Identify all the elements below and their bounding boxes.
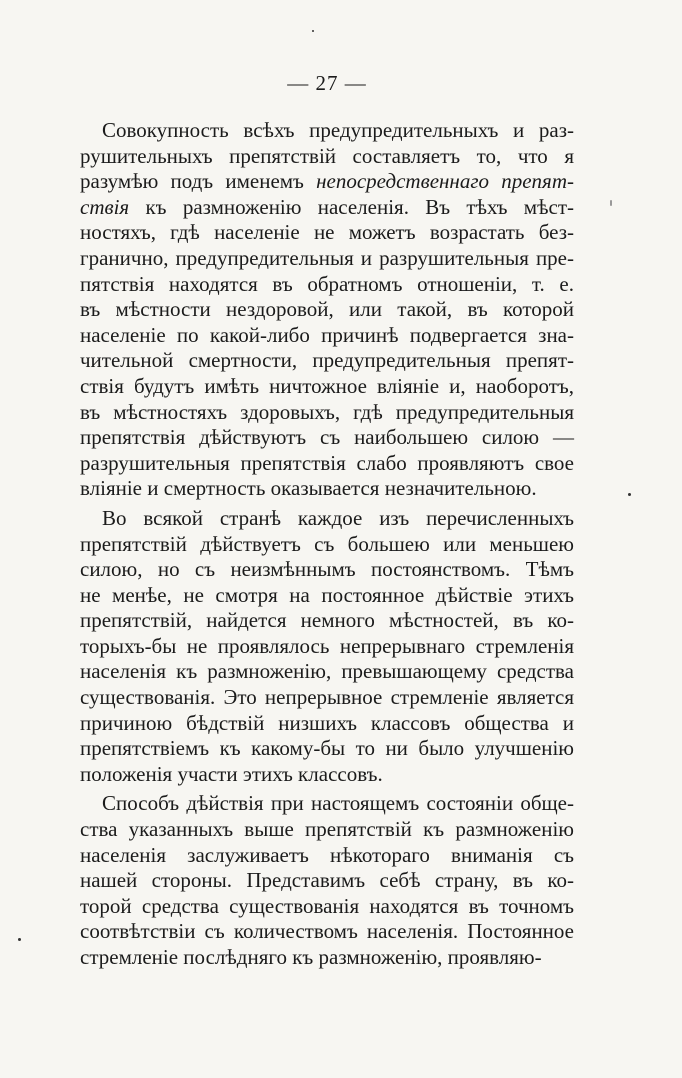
line-text: стремленіе послѣдняго къ размноженію, проявляю- — [80, 945, 542, 969]
line-text: Способъ дѣйствія при настоящемъ состояніи обще- — [102, 791, 574, 816]
line-text: препятствій, найдется немного мѣстностей, въ ко- — [80, 608, 574, 633]
text-line — [80, 843, 574, 869]
line-text: причиною бѣдствій низшихъ классовъ общества и — [80, 710, 574, 735]
document-page — [80, 70, 574, 971]
text-line — [80, 118, 574, 144]
text-line — [80, 374, 574, 400]
text-line — [80, 634, 574, 660]
line-text: въ мѣстностяхъ здоровыхъ, гдѣ предупредительныя — [80, 399, 574, 424]
text-line — [80, 476, 574, 502]
text-line — [80, 451, 574, 477]
line-text: не менѣе, не смотря на постоянное дѣйствіе этихъ — [80, 582, 574, 607]
paragraph — [80, 506, 574, 788]
text-line — [80, 557, 574, 583]
text-line — [80, 400, 574, 426]
text-line — [80, 685, 574, 711]
text-line — [80, 583, 574, 609]
line-text: соотвѣтствіи съ количествомъ населенія. Постоянное — [80, 919, 574, 944]
line-text: вліяніе и смертность оказывается незначительною. — [80, 476, 537, 501]
text-line — [80, 608, 574, 634]
text-line — [80, 762, 574, 788]
line-text: ствія будутъ имѣть ничтожное вліяніе и, наоборотъ, — [80, 373, 574, 398]
text-line — [80, 195, 574, 221]
text-line — [80, 169, 574, 195]
body-text — [80, 118, 574, 971]
text-line — [80, 144, 574, 170]
line-text: нашей стороны. Представимъ себѣ страну, въ ко- — [80, 868, 574, 893]
text-line — [80, 246, 574, 272]
line-text: ства указанныхъ выше препятствій къ размноженію — [80, 817, 574, 842]
line-text: препятствія дѣйствуютъ съ наибольшею силою — — [80, 425, 574, 450]
text-line — [80, 532, 574, 558]
text-line — [80, 506, 574, 532]
line-text: Совокупность всѣхъ предупредительныхъ и раз- — [102, 118, 574, 142]
page-number: — 27 — — [287, 71, 367, 95]
paper-speck — [18, 938, 21, 941]
text-line — [80, 945, 574, 971]
line-text: силою, но съ неизмѣннымъ постоянствомъ. Тѣмъ — [80, 557, 574, 582]
line-text: разумѣю подъ именемъ — [80, 169, 317, 194]
line-text: пятствія находятся въ обратномъ отношеніи, т. е. — [80, 271, 574, 296]
line-text: населенія къ размноженію, превышающему средства — [80, 659, 574, 684]
text-line — [80, 425, 574, 451]
paper-speck — [610, 200, 612, 206]
line-text: препятствій дѣйствуетъ съ большею или меньшею — [80, 531, 574, 556]
text-line — [80, 868, 574, 894]
text-line — [80, 272, 574, 298]
text-line — [80, 297, 574, 323]
text-line — [80, 323, 574, 349]
line-text: рушительныхъ препятствій составляетъ то, что я — [80, 143, 574, 168]
paragraph — [80, 118, 574, 502]
text-line — [80, 348, 574, 374]
text-line — [80, 659, 574, 685]
italic-text: непосредственнаго препят- — [316, 169, 574, 194]
paper-speck — [628, 493, 631, 496]
line-text: торыхъ-бы не проявлялось непрерывнаго стремленія — [80, 633, 574, 658]
line-text: препятствіемъ къ какому-бы то ни было улучшенію — [80, 736, 574, 761]
line-text: къ размноженію населенія. Въ тѣхъ мѣст- — [129, 194, 574, 219]
line-text: ностяхъ, гдѣ населеніе не можетъ возрастать без- — [80, 220, 574, 245]
line-text: торой средства существованія находятся въ точномъ — [80, 893, 574, 918]
text-line — [80, 711, 574, 737]
line-text: населенія заслуживаетъ нѣкотораго вниманія съ — [80, 842, 574, 867]
text-line — [80, 736, 574, 762]
line-text: населеніе по какой-либо причинѣ подвергается зна- — [80, 322, 574, 347]
line-text: Во всякой странѣ каждое изъ перечисленныхъ — [102, 505, 574, 530]
line-text: существованія. Это непрерывное стремленіе является — [80, 685, 574, 710]
text-line — [80, 919, 574, 945]
text-line — [80, 817, 574, 843]
line-text: въ мѣстности нездоровой, или такой, въ которой — [80, 297, 574, 322]
paragraph — [80, 791, 574, 970]
line-text: положенія участи этихъ классовъ. — [80, 761, 383, 786]
italic-text: ствія — [80, 194, 130, 219]
line-text: чительной смертности, предупредительныя препят- — [80, 348, 574, 373]
line-text: разрушительныя препятствія слабо проявляютъ свое — [80, 450, 574, 475]
text-line — [80, 894, 574, 920]
text-line — [80, 791, 574, 817]
text-line — [80, 220, 574, 246]
paper-speck — [312, 30, 314, 32]
line-text: гранично, предупредительныя и разрушительныя пре- — [80, 245, 574, 270]
